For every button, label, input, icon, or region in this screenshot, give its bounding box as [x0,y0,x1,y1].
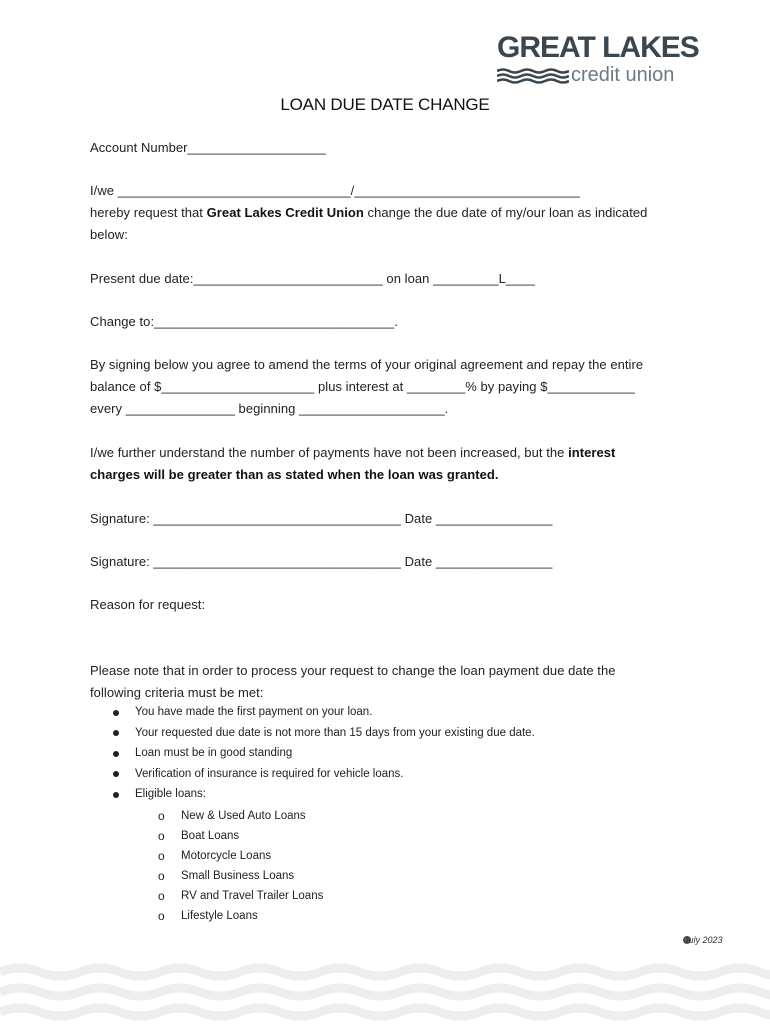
list-item-text: Loan must be in good standing [135,747,293,760]
circle-bullet-icon: o [158,829,165,843]
list-item [158,866,323,886]
signature-field-1[interactable]: Signature: __________________________________ Date ________________ [90,511,553,526]
change-to-field[interactable]: Change to:_________________________________. [90,314,399,329]
circle-bullet-icon: o [158,889,165,903]
request-statement [90,202,647,224]
list-item-text: You have made the first payment on your loan. [135,706,373,718]
circle-bullet-icon: o [158,869,165,883]
understand-line-2: charges will be greater than as stated when the loan was granted. [90,467,499,482]
list-item [158,906,323,926]
list-item-text: Eligible loans: [135,788,206,801]
criteria-list [110,702,535,805]
list-item-text: Boat Loans [181,830,240,842]
list-item [158,886,323,906]
agreement-line-1: By signing below you agree to amend the terms of your original agreement and repay the entire [90,357,644,372]
list-item [110,784,535,805]
signature-field-2[interactable]: Signature: __________________________________ Date ________________ [90,554,553,569]
logo-main-text: GREAT LAKES [497,31,699,64]
list-item-text: RV and Travel Trailer Loans [181,890,324,902]
circle-bullet-icon: o [158,809,165,823]
list-item-text: New & Used Auto Loans [181,810,306,822]
list-item [110,743,535,764]
list-item-text: Small Business Loans [181,870,295,882]
list-item [110,764,535,785]
list-item-text: Verification of insurance is required for vehicle loans. [135,767,404,780]
logo [497,31,699,90]
note-line-1: Please note that in order to process your request to change the loan payment due date the [90,663,616,678]
bullet-icon [113,792,119,798]
reason-field[interactable]: Reason for request: [90,597,206,612]
payment-schedule-field[interactable]: every _______________ beginning ____________________. [90,401,449,416]
footer-date: July 2023 [684,935,723,945]
page-title: LOAN DUE DATE CHANGE [280,95,490,114]
list-item-text: Lifestyle Loans [181,910,258,922]
credit-union-name: Great Lakes Credit Union [206,205,364,220]
note-line-2: following criteria must be met: [90,685,264,700]
footer-waves-icon [0,960,770,1024]
bullet-icon [113,751,119,757]
circle-bullet-icon: o [158,909,165,923]
understand-line-1 [90,442,615,464]
eligible-loans-list [158,806,323,926]
list-item [110,702,535,723]
understand-text: I/we further understand the number of payments have not been increased, but the [90,445,569,460]
list-item [158,846,323,866]
list-item-text: Motorcycle Loans [181,850,272,862]
logo-waves-icon [497,68,569,84]
circle-bullet-icon: o [158,849,165,863]
list-item [158,806,323,826]
request-statement-cont: below: [90,227,128,242]
borrower-names-field[interactable]: I/we ________________________________/_______________________________ [90,183,581,198]
account-number-field[interactable]: Account Number___________________ [90,140,326,155]
logo-sub-text: credit union [571,64,675,86]
bullet-icon [113,771,119,777]
request-text-post: change the due date of my/our loan as indicated [363,205,648,220]
bullet-icon [113,710,119,716]
present-due-date-field[interactable]: Present due date:__________________________ on loan _________L____ [90,271,536,286]
interest-bold: interest [568,445,616,460]
list-item [158,826,323,846]
request-text-pre: hereby request that [90,205,207,220]
balance-interest-field[interactable]: balance of $_____________________ plus interest at ________% by paying $____________ [90,379,635,394]
list-item [110,723,535,744]
bullet-icon [113,730,119,736]
list-item-text: Your requested due date is not more than 15 days from your existing due date. [135,726,535,739]
